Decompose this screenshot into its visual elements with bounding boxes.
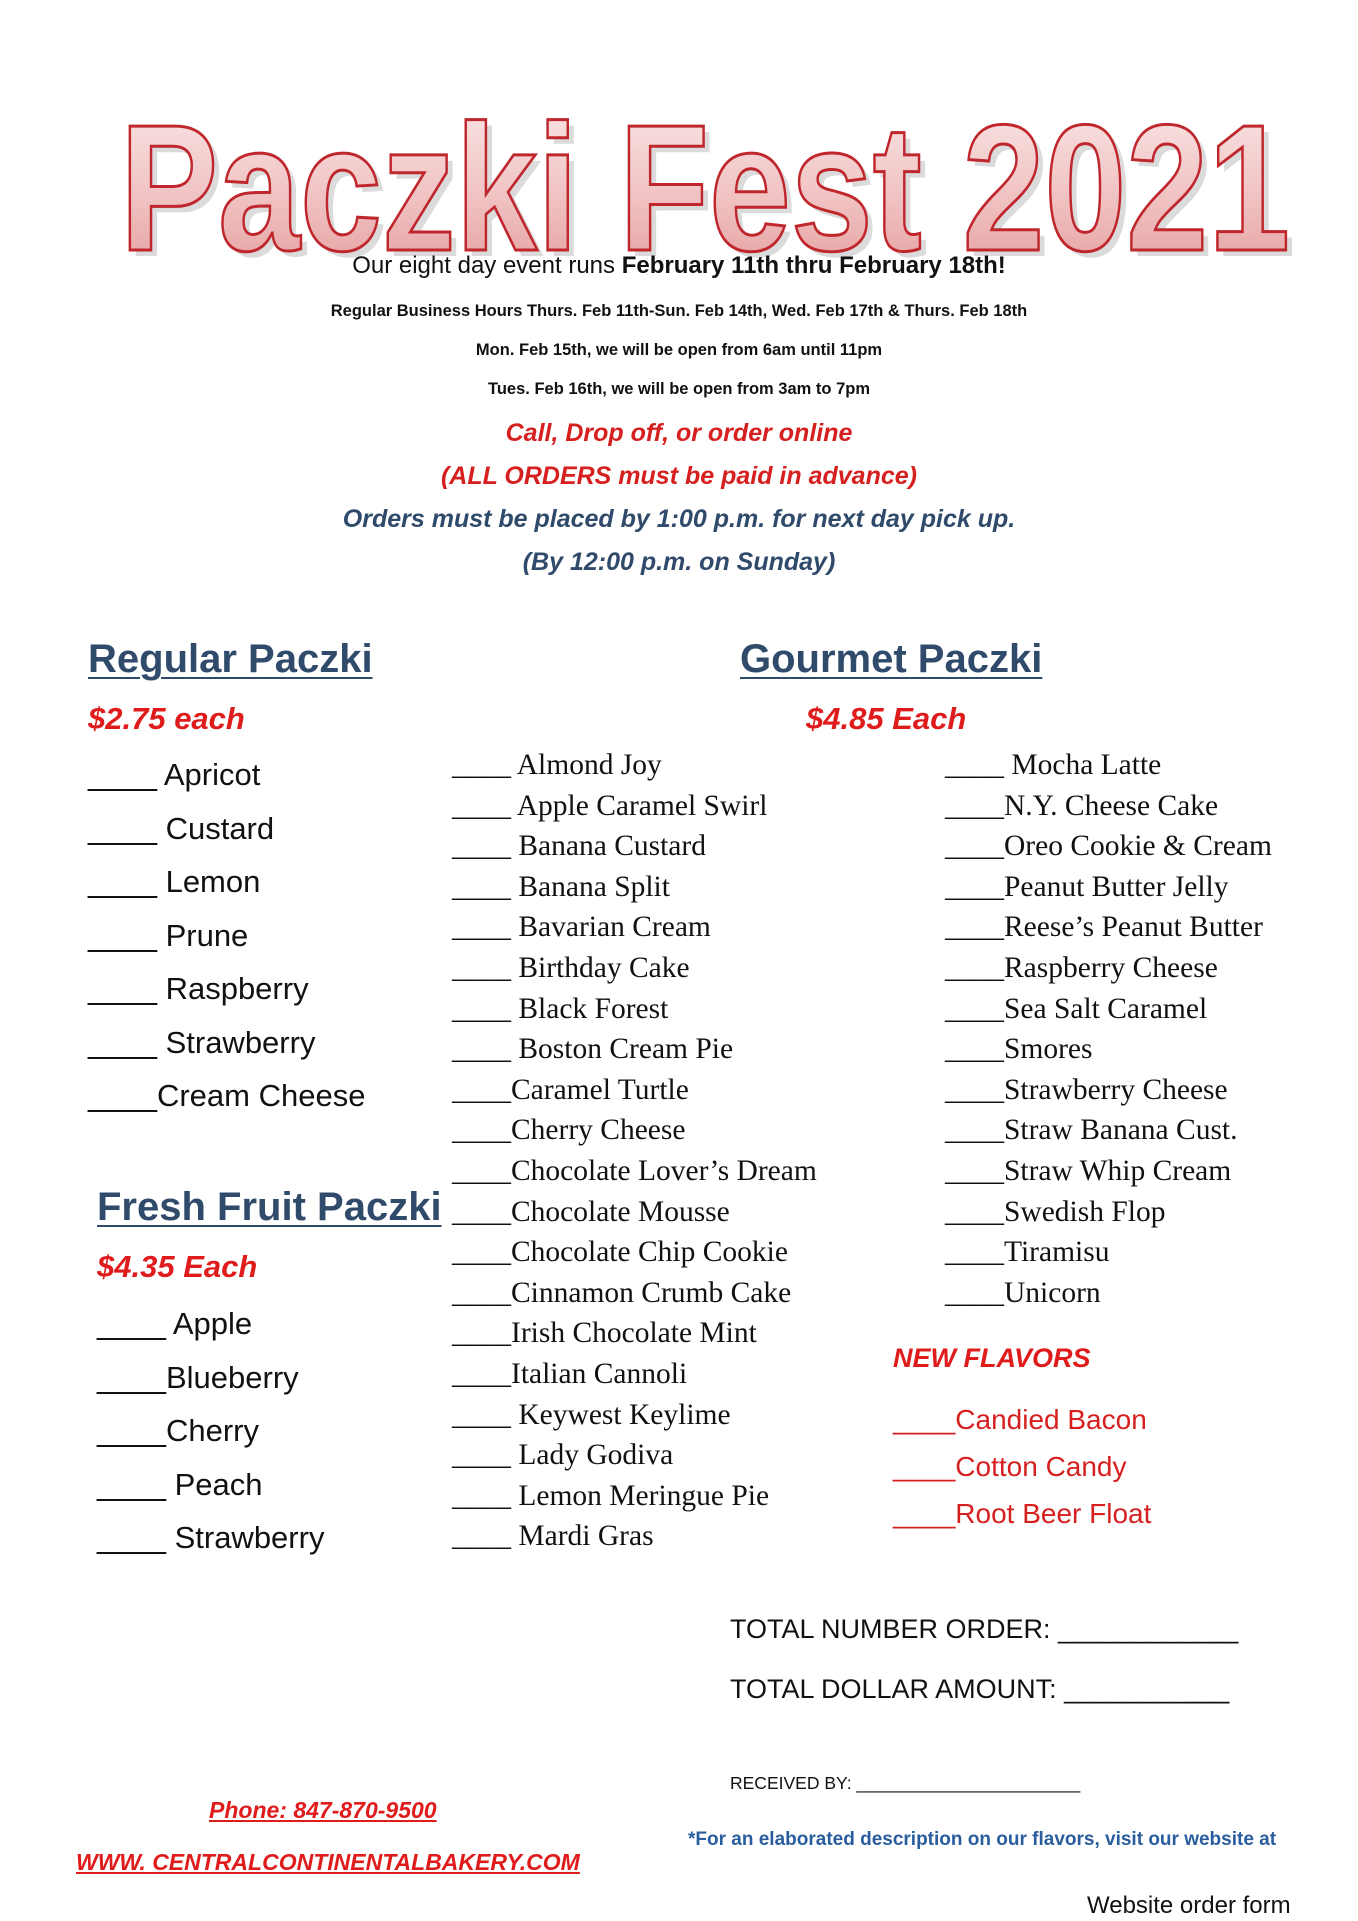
list-item[interactable]: ____Straw Whip Cream <box>945 1154 1232 1187</box>
gourmet-flavor-list-1 <box>452 745 817 1557</box>
sunday-deadline: (By 12:00 p.m. on Sunday) <box>522 548 836 576</box>
list-item[interactable]: ____ Lemon <box>88 864 261 899</box>
list-item[interactable]: ____Blueberry <box>97 1359 299 1395</box>
website-note: *For an elaborated description on our flavors, visit our website at <box>688 1829 1277 1850</box>
list-item[interactable]: ____Cherry Cheese <box>452 1114 686 1147</box>
list-item[interactable]: ____Reese’s Peanut Butter <box>945 911 1263 944</box>
website-link[interactable]: WWW. CENTRALCONTINENTALBAKERY.COM <box>76 1849 580 1875</box>
hours-regular: Regular Business Hours Thurs. Feb 11th-Sun. Feb 14th, Wed. Feb 17th & Thurs. Feb 18th <box>330 302 1028 320</box>
regular-price: $2.75 each <box>88 701 245 736</box>
list-item[interactable]: ____Sea Salt Caramel <box>945 992 1208 1025</box>
list-item[interactable]: ____Chocolate Chip Cookie <box>452 1236 788 1269</box>
list-item[interactable]: ____ Apple <box>97 1306 253 1341</box>
intro-dates: February 11th thru February 18th! <box>621 252 1006 279</box>
list-item[interactable]: ____ Birthday Cake <box>452 951 690 984</box>
fresh-fruit-paczki-heading: Fresh Fruit Paczki <box>97 1185 442 1229</box>
gourmet-price: $4.85 Each <box>806 701 967 736</box>
list-item[interactable]: ____Straw Banana Cust. <box>945 1114 1238 1147</box>
list-item[interactable]: ____ Lemon Meringue Pie <box>452 1479 770 1512</box>
list-item[interactable]: ____ Lady Godiva <box>452 1439 674 1472</box>
fruit-flavor-list <box>97 1297 324 1565</box>
list-item[interactable]: ____Raspberry Cheese <box>945 951 1218 984</box>
list-item[interactable]: ____N.Y. Cheese Cake <box>945 789 1219 822</box>
phone-number[interactable]: Phone: 847-870-9500 <box>209 1797 437 1823</box>
list-item[interactable]: ____ Black Forest <box>452 992 669 1025</box>
list-item[interactable]: ____ Bavarian Cream <box>452 911 711 944</box>
list-item[interactable]: ____Oreo Cookie & Cream <box>945 830 1272 863</box>
list-item[interactable]: ____ Mocha Latte <box>945 749 1162 781</box>
list-item[interactable]: ____ Almond Joy <box>452 749 662 781</box>
list-item[interactable]: ____Caramel Turtle <box>452 1073 689 1106</box>
list-item[interactable]: ____Chocolate Lover’s Dream <box>452 1154 817 1187</box>
list-item[interactable]: ____Candied Bacon <box>893 1404 1147 1435</box>
title-shadow: Paczki Fest 2021 <box>126 94 1296 295</box>
list-item[interactable]: ____ Banana Split <box>452 870 670 903</box>
list-item[interactable]: ____ Apricot <box>88 757 261 792</box>
total-dollar-field[interactable]: TOTAL DOLLAR AMOUNT: ___________ <box>730 1674 1230 1704</box>
total-number-field[interactable]: TOTAL NUMBER ORDER: ____________ <box>730 1614 1239 1644</box>
order-methods: Call, Drop off, or order online <box>505 419 853 447</box>
order-deadline: Orders must be placed by 1:00 p.m. for next day pick up. <box>342 505 1016 533</box>
website-order-form-link[interactable]: Website order form <box>1087 1892 1291 1919</box>
list-item[interactable]: ____ Peach <box>97 1466 263 1502</box>
list-item[interactable]: ____ Strawberry <box>88 1024 316 1060</box>
list-item[interactable]: ____Cotton Candy <box>893 1451 1127 1482</box>
regular-paczki-heading: Regular Paczki <box>88 637 373 681</box>
list-item[interactable]: ____ Mardi Gras <box>452 1520 654 1553</box>
gourmet-paczki-heading: Gourmet Paczki <box>740 637 1043 681</box>
list-item[interactable]: ____ Boston Cream Pie <box>452 1033 734 1066</box>
list-item[interactable]: ____ Banana Custard <box>452 830 706 863</box>
hours-monday: Mon. Feb 15th, we will be open from 6am until 11pm <box>475 341 883 359</box>
list-item[interactable]: ____ Prune <box>88 917 249 953</box>
list-item[interactable]: ____Cherry <box>97 1413 259 1448</box>
advance-payment-note: (ALL ORDERS must be paid in advance) <box>440 462 917 490</box>
intro-prefix: Our eight day event runs <box>352 252 622 279</box>
new-flavors-heading: NEW FLAVORS <box>893 1343 1091 1373</box>
list-item[interactable]: ____ Custard <box>88 810 275 846</box>
title-text: Paczki Fest 2021 <box>120 88 1290 289</box>
received-by-field[interactable]: RECEIVED BY: _______________________ <box>730 1773 1081 1793</box>
list-item[interactable]: ____ Strawberry <box>97 1520 325 1555</box>
hours-tuesday: Tues. Feb 16th, we will be open from 3am to 7pm <box>487 380 870 398</box>
list-item[interactable]: ____Tiramisu <box>945 1236 1110 1269</box>
list-item[interactable]: ____Smores <box>945 1033 1093 1066</box>
regular-flavor-list <box>88 748 365 1123</box>
list-item[interactable]: ____Swedish Flop <box>945 1195 1166 1228</box>
list-item[interactable]: ____Italian Cannoli <box>452 1357 688 1390</box>
list-item[interactable]: ____Strawberry Cheese <box>945 1073 1228 1106</box>
event-dates <box>0 252 1358 280</box>
fruit-price: $4.35 Each <box>97 1249 258 1284</box>
list-item[interactable]: ____Root Beer Float <box>893 1498 1152 1529</box>
list-item[interactable]: ____Irish Chocolate Mint <box>452 1317 757 1350</box>
gourmet-flavor-list-2 <box>945 745 1272 1313</box>
list-item[interactable]: ____Peanut Butter Jelly <box>945 870 1229 903</box>
list-item[interactable]: ____Cream Cheese <box>88 1078 366 1113</box>
list-item[interactable]: ____Cinnamon Crumb Cake <box>452 1276 792 1309</box>
list-item[interactable]: ____ Apple Caramel Swirl <box>452 789 768 822</box>
new-flavor-list <box>893 1396 1151 1537</box>
list-item[interactable]: ____Chocolate Mousse <box>452 1195 730 1228</box>
list-item[interactable]: ____ Raspberry <box>88 971 309 1006</box>
list-item[interactable]: ____Unicorn <box>945 1276 1101 1309</box>
list-item[interactable]: ____ Keywest Keylime <box>452 1398 731 1431</box>
